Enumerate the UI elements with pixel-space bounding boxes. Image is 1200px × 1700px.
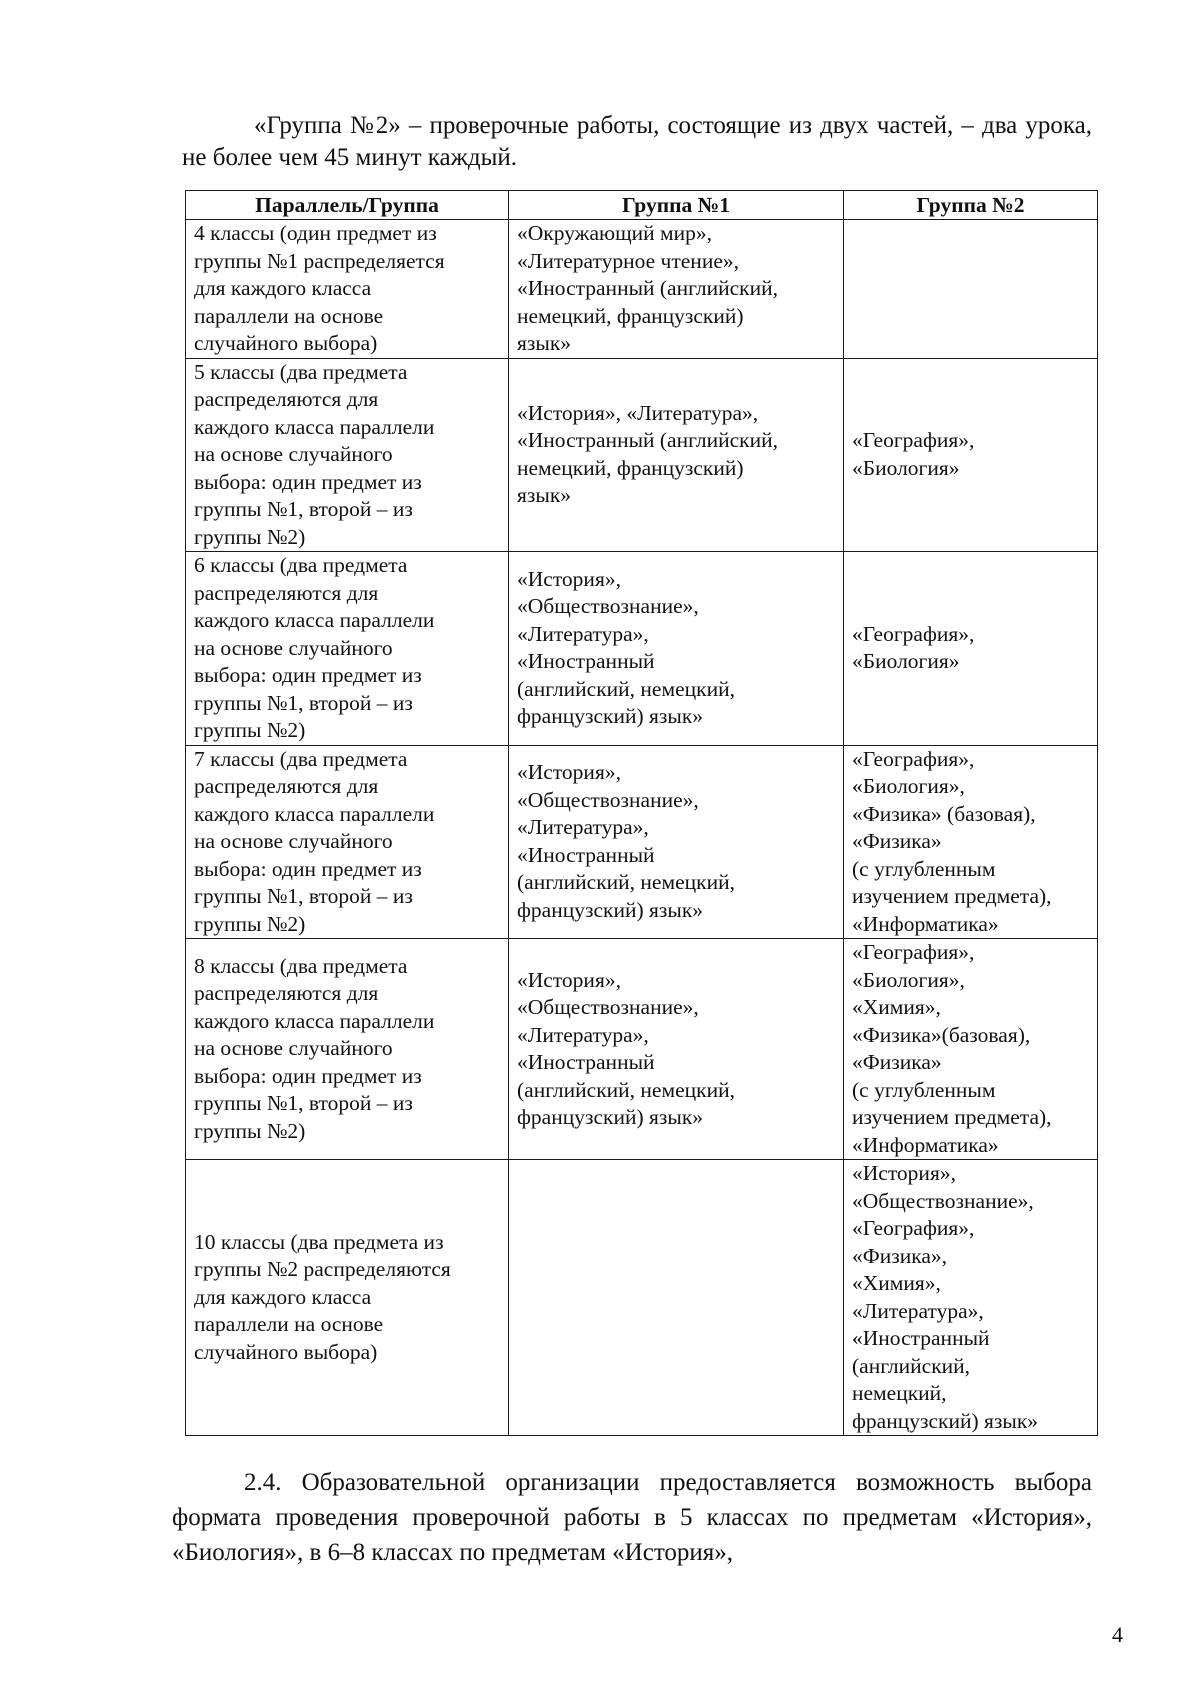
cell-line: группы №1, второй – из <box>194 690 413 715</box>
table-row <box>186 1160 1098 1436</box>
header-group2: Группа №2 <box>844 191 1098 220</box>
cell-line: «География», <box>852 940 975 964</box>
cell-line: на основе случайного <box>194 635 393 660</box>
cell-line: 10 классы (два предмета из <box>194 1229 444 1254</box>
cell-line: 4 классы (один предмет из <box>194 221 437 245</box>
cell-line: распределяются для <box>194 981 379 1006</box>
cell-parallel <box>186 220 509 359</box>
page-number: 4 <box>1112 1622 1123 1647</box>
cell-line: «Литература», <box>852 1298 984 1323</box>
cell-line: «Химия», <box>852 995 941 1019</box>
cell-line: «Иностранный (английский, <box>517 428 778 453</box>
cell-line: выбора: один предмет из <box>194 1063 422 1088</box>
cell-group1 <box>509 1160 844 1436</box>
cell-line: распределяются для <box>194 580 379 605</box>
table-row <box>186 552 1098 746</box>
intro-text: «Группа №2» – проверочные работы, состоящие из двух частей, – два урока, не более чем 45 минут каждый. <box>182 112 1092 171</box>
table-row <box>186 220 1098 359</box>
cell-line: (английский, немецкий, <box>517 870 735 895</box>
cell-group1 <box>509 220 844 359</box>
table-row <box>186 745 1098 939</box>
cell-line: 6 классы (два предмета <box>194 553 408 577</box>
cell-line: «Информатика» <box>852 911 999 936</box>
cell-line: «Обществознание», <box>517 594 699 619</box>
cell-group2 <box>844 358 1098 552</box>
cell-group2 <box>844 745 1098 939</box>
cell-group2 <box>844 552 1098 746</box>
cell-line: «История», <box>852 1161 956 1185</box>
cell-line: группы №2) <box>194 524 306 549</box>
cell-line: «География», <box>852 746 975 771</box>
cell-line: на основе случайного <box>194 442 393 466</box>
table-row <box>186 358 1098 552</box>
cell-line: параллели на основе <box>194 1312 384 1337</box>
cell-line: «Физика» <box>852 829 942 853</box>
cell-line: группы №1, второй – из <box>194 884 413 908</box>
cell-line: (английский, немецкий, <box>517 676 735 701</box>
cell-line: (английский, <box>852 1353 971 1378</box>
cell-line: язык» <box>517 331 572 355</box>
intro-paragraph <box>182 110 1092 174</box>
cell-line: выбора: один предмет из <box>194 469 422 494</box>
cell-line: изучением предмета), <box>852 884 1052 908</box>
cell-line: для каждого класса <box>194 1284 372 1309</box>
cell-line: «Иностранный <box>517 842 655 867</box>
cell-line: «Информатика» <box>852 1132 999 1157</box>
cell-parallel <box>186 939 509 1160</box>
cell-line: «География», <box>852 1216 975 1240</box>
table-row <box>186 939 1098 1160</box>
cell-line: французский) язык» <box>517 897 704 922</box>
cell-line: «Биология», <box>852 967 965 992</box>
cell-line: французский) язык» <box>517 704 704 729</box>
cell-line: «История», <box>517 566 621 591</box>
cell-line: французский) язык» <box>517 1105 704 1129</box>
cell-group2 <box>844 1160 1098 1436</box>
cell-line: «История», <box>517 760 621 785</box>
cell-group1 <box>509 745 844 939</box>
cell-line: случайного выбора) <box>194 1339 378 1364</box>
cell-line: (с углубленным <box>852 1077 996 1102</box>
cell-line: выбора: один предмет из <box>194 663 422 687</box>
cell-line: «География», <box>852 428 975 453</box>
cell-group2 <box>844 220 1098 359</box>
cell-line: группы №1, второй – из <box>194 497 413 521</box>
cell-group1 <box>509 358 844 552</box>
cell-line: «Физика» (базовая), <box>852 801 1036 826</box>
cell-line: распределяются для <box>194 774 379 798</box>
cell-line: французский) язык» <box>852 1408 1039 1433</box>
section-text: 2.4. Образовательной организации предоставляется возможность выбора формата проведения проверочной работы в 5 классах по предметам «История», «Биология», в 6–8 классах по предметам «История», <box>172 1469 1092 1566</box>
cell-line: «История», <box>517 967 621 992</box>
cell-line: «Обществознание», <box>852 1188 1034 1213</box>
cell-line: «Литература», <box>517 621 649 646</box>
table-body <box>186 220 1098 1436</box>
cell-parallel <box>186 1160 509 1436</box>
cell-line: «Иностранный <box>517 649 655 674</box>
cell-parallel <box>186 358 509 552</box>
cell-parallel <box>186 745 509 939</box>
table-header-row <box>186 191 1098 220</box>
cell-line: «Иностранный (английский, <box>517 276 778 300</box>
cell-line: каждого класса параллели <box>194 414 435 439</box>
cell-line: «История», «Литература», <box>517 400 759 425</box>
cell-line: группы №2) <box>194 911 306 936</box>
cell-line: группы №2) <box>194 1118 306 1143</box>
cell-line: «Химия», <box>852 1271 941 1295</box>
cell-line: каждого класса параллели <box>194 801 435 826</box>
cell-group1 <box>509 552 844 746</box>
cell-line: язык» <box>517 483 572 508</box>
cell-line: (с углубленным <box>852 856 996 881</box>
cell-parallel <box>186 552 509 746</box>
cell-line: группы №1 распределяется <box>194 248 445 273</box>
cell-line: «Иностранный <box>852 1326 990 1350</box>
cell-line: 7 классы (два предмета <box>194 746 408 771</box>
cell-line: 5 классы (два предмета <box>194 359 408 384</box>
cell-line: (английский, немецкий, <box>517 1077 735 1102</box>
cell-line: выбора: один предмет из <box>194 856 422 881</box>
subjects-table <box>185 190 1098 1436</box>
cell-line: для каждого класса <box>194 276 372 300</box>
cell-group1 <box>509 939 844 1160</box>
cell-line: группы №2 распределяются <box>194 1257 451 1282</box>
cell-line: немецкий, французский) <box>517 455 744 480</box>
cell-line: каждого класса параллели <box>194 608 435 632</box>
cell-line: группы №1, второй – из <box>194 1091 413 1116</box>
cell-line: на основе случайного <box>194 1036 393 1061</box>
cell-group2 <box>844 939 1098 1160</box>
cell-line: случайного выбора) <box>194 331 378 355</box>
cell-line: 8 классы (два предмета <box>194 953 408 978</box>
cell-line: «Биология» <box>852 455 960 480</box>
cell-line: немецкий, <box>852 1381 947 1405</box>
cell-line: «Окружающий мир», <box>517 221 713 245</box>
header-parallel: Параллель/Группа <box>186 191 509 220</box>
cell-line: «Физика»(базовая), <box>852 1022 1031 1047</box>
cell-line: «Литературное чтение», <box>517 248 739 273</box>
header-group1: Группа №1 <box>509 191 844 220</box>
cell-line: «Иностранный <box>517 1050 655 1074</box>
cell-line: параллели на основе <box>194 303 384 328</box>
cell-line: «Биология» <box>852 649 960 674</box>
cell-line: немецкий, французский) <box>517 303 744 328</box>
cell-line: «Обществознание», <box>517 995 699 1019</box>
cell-line: «Литература», <box>517 1022 649 1047</box>
cell-line: «Обществознание», <box>517 787 699 812</box>
cell-line: «Биология», <box>852 774 965 798</box>
cell-line: распределяются для <box>194 387 379 411</box>
cell-line: изучением предмета), <box>852 1105 1052 1129</box>
cell-line: каждого класса параллели <box>194 1008 435 1033</box>
cell-line: «География», <box>852 621 975 646</box>
cell-line: «Физика» <box>852 1050 942 1074</box>
cell-line: на основе случайного <box>194 829 393 853</box>
cell-line: группы №2) <box>194 718 306 742</box>
section-paragraph <box>172 1465 1092 1570</box>
cell-line: «Литература», <box>517 815 649 840</box>
cell-line: «Физика», <box>852 1243 948 1268</box>
